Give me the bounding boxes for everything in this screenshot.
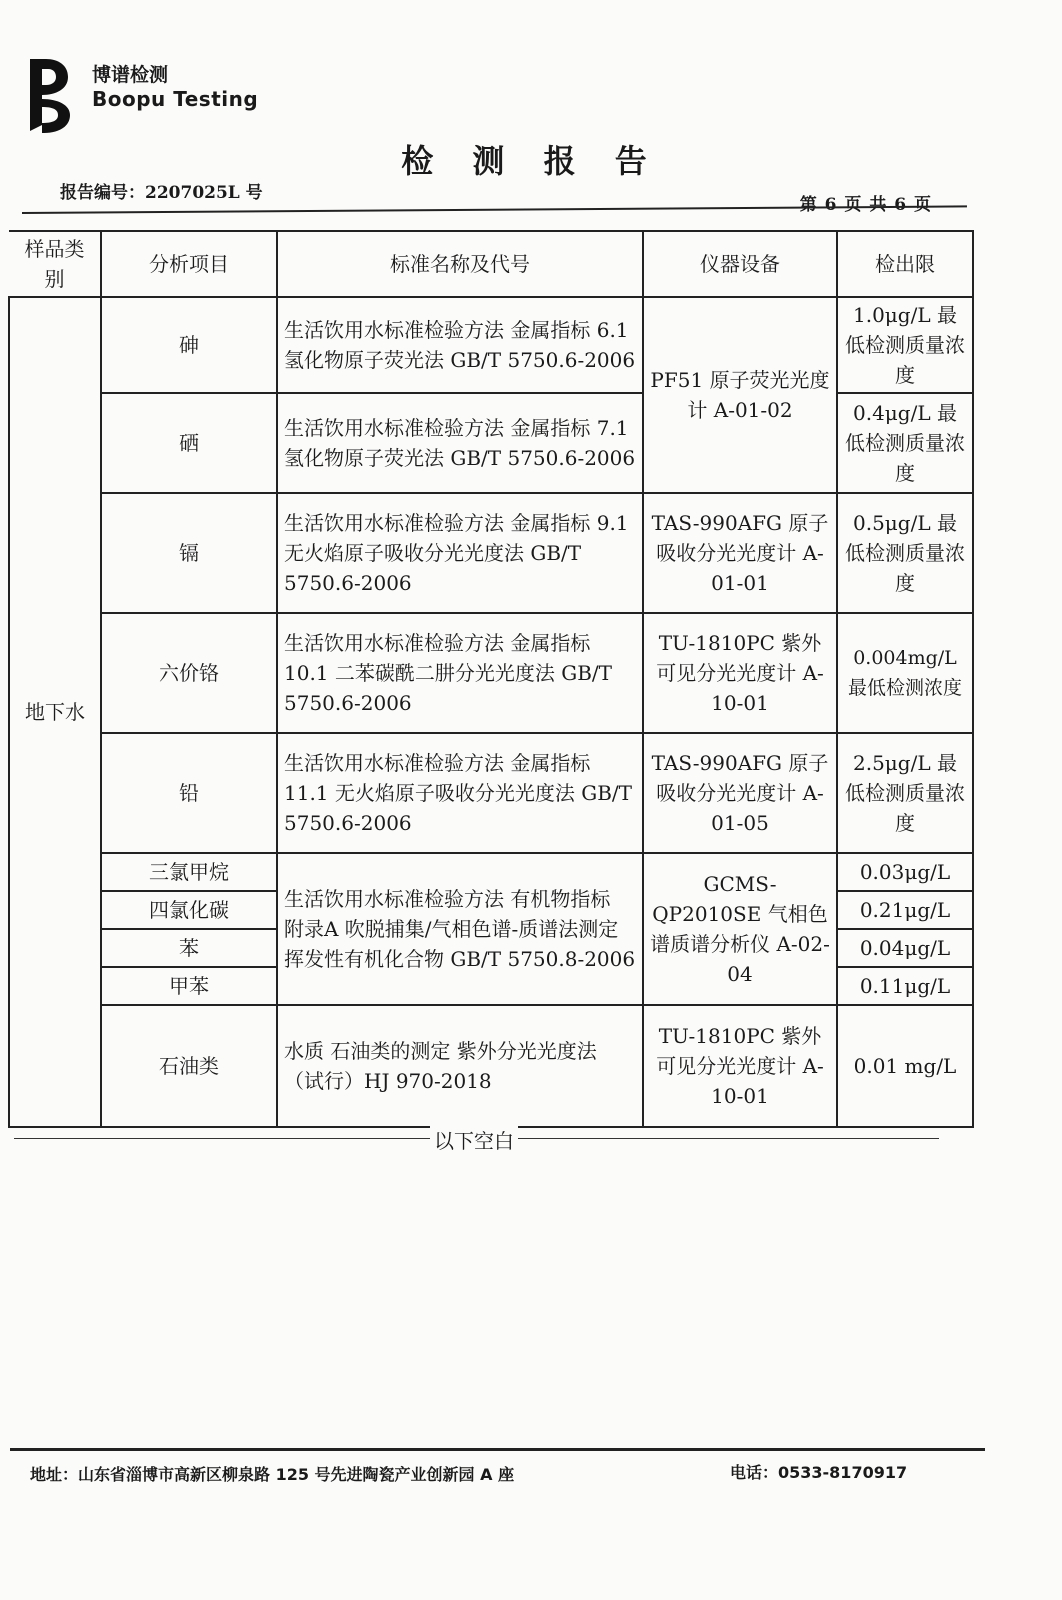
table-row	[9, 493, 973, 613]
standard-cell: 生活饮用水标准检验方法 金属指标 6.1 氢化物原子荧光法 GB/T 5750.6-2006	[277, 297, 643, 393]
header-item: 分析项目	[101, 231, 277, 297]
brand-name-cn: 博谱检测	[92, 64, 169, 86]
instrument-cell: GCMS-QP2010SE 气相色谱质谱分析仪 A-02-04	[643, 853, 837, 1005]
limit-cell: 2.5μg/L 最低检测质量浓度	[837, 733, 973, 853]
instrument-cell: TAS-990AFG 原子吸收分光光度计 A-01-05	[643, 733, 837, 853]
page-info: 第 6 页 共 6 页	[799, 195, 932, 215]
instrument-cell: TU-1810PC 紫外可见分光光度计 A-10-01	[643, 613, 837, 733]
limit-cell: 0.5μg/L 最低检测质量浓度	[837, 493, 973, 613]
limit-cell: 0.21μg/L	[837, 891, 973, 929]
item-cell: 甲苯	[101, 967, 277, 1005]
limit-cell: 0.03μg/L	[837, 853, 973, 891]
instrument-cell: PF51 原子荧光光度计 A-01-02	[643, 297, 837, 493]
table-row	[9, 613, 973, 733]
item-cell: 硒	[101, 393, 277, 493]
item-cell: 砷	[101, 297, 277, 393]
limit-cell: 0.04μg/L	[837, 929, 973, 967]
limit-cell: 0.01 mg/L	[837, 1005, 973, 1127]
sample-category: 地下水	[9, 297, 101, 1127]
item-cell: 铅	[101, 733, 277, 853]
item-cell: 镉	[101, 493, 277, 613]
brand-name-en: Boopu Testing	[92, 87, 259, 111]
header-standard: 标准名称及代号	[277, 231, 643, 297]
item-cell: 石油类	[101, 1005, 277, 1127]
standard-cell: 生活饮用水标准检验方法 有机物指标 附录A 吹脱捕集/气相色谱-质谱法测定挥发性有机化合物 GB/T 5750.8-2006	[277, 853, 643, 1005]
blank-marker: 以下空白	[430, 1125, 518, 1154]
footer-address: 地址：山东省淄博市高新区柳泉路 125 号先进陶瓷产业创新园 A 座	[30, 1465, 515, 1484]
limit-cell: 0.11μg/L	[837, 967, 973, 1005]
limit-cell: 1.0μg/L 最低检测质量浓度	[837, 297, 973, 393]
report-number: 报告编号：2207025L 号	[60, 183, 263, 203]
footer-divider	[10, 1448, 985, 1451]
table-row	[9, 853, 973, 891]
standard-cell: 生活饮用水标准检验方法 金属指标 11.1 无火焰原子吸收分光光度法 GB/T 5750.6-2006	[277, 733, 643, 853]
header-category: 样品类别	[9, 231, 101, 297]
table-row	[9, 1005, 973, 1127]
standard-cell: 生活饮用水标准检验方法 金属指标 10.1 二苯碳酰二肼分光光度法 GB/T 5750.6-2006	[277, 613, 643, 733]
table-row	[9, 297, 973, 393]
table-header-row	[9, 231, 973, 297]
standard-cell: 生活饮用水标准检验方法 金属指标 9.1 无火焰原子吸收分光光度法 GB/T 5750.6-2006	[277, 493, 643, 613]
standard-cell: 生活饮用水标准检验方法 金属指标 7.1 氢化物原子荧光法 GB/T 5750.6-2006	[277, 393, 643, 493]
item-cell: 六价铬	[101, 613, 277, 733]
instrument-cell: TAS-990AFG 原子吸收分光光度计 A-01-01	[643, 493, 837, 613]
instrument-cell: TU-1810PC 紫外可见分光光度计 A-10-01	[643, 1005, 837, 1127]
item-cell: 四氯化碳	[101, 891, 277, 929]
footer-phone: 电话：0533-8170917	[730, 1463, 908, 1482]
item-cell: 三氯甲烷	[101, 853, 277, 891]
report-title: 检 测 报 告	[401, 142, 661, 180]
boopu-logo-icon	[22, 55, 72, 135]
header-limit: 检出限	[837, 231, 973, 297]
limit-cell: 0.004mg/L 最低检测浓度	[837, 613, 973, 733]
table-row	[9, 733, 973, 853]
item-cell: 苯	[101, 929, 277, 967]
header-instrument: 仪器设备	[643, 231, 837, 297]
standard-cell: 水质 石油类的测定 紫外分光光度法（试行）HJ 970-2018	[277, 1005, 643, 1127]
limit-cell: 0.4μg/L 最低检测质量浓度	[837, 393, 973, 493]
report-table	[8, 230, 974, 1128]
